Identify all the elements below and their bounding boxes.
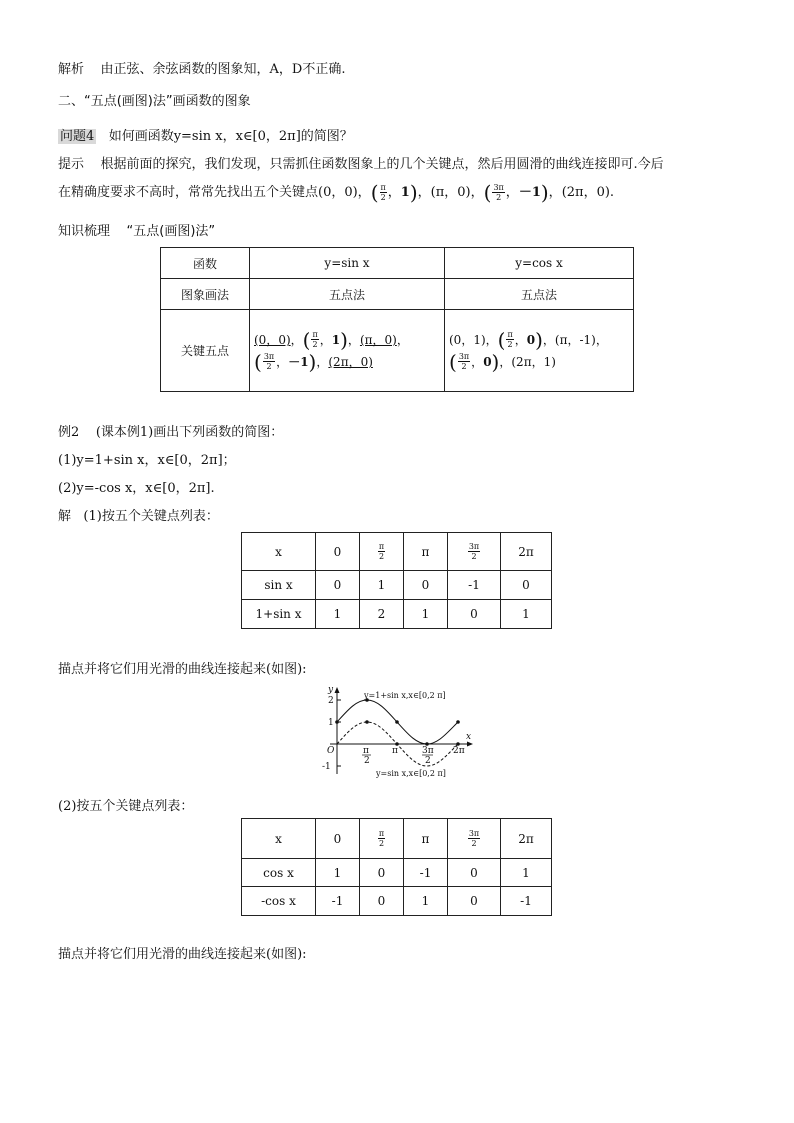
sin-key-points: (0，0) ， ( $\frac{\pi}{2}$ ， 1 ) ， (π，0) ， ( $\frac{3\pi}{2}$ ， －1 ) ， (2π，0)	[250, 310, 445, 392]
t3-h-2pi: 2π	[501, 819, 552, 859]
solution-line	[58, 505, 219, 524]
solution-label: 解	[58, 509, 72, 524]
draw-instruction-1: 描点并将它们用光滑的曲线连接起来(如图):	[58, 662, 307, 677]
t3-cell: 0	[448, 859, 501, 887]
cos-key-points: (0，1)， ( $\frac{\pi}{2}$ ， 0 ) ， (π，-1)， ( $\frac{3\pi}{2}$ ， 0 ) ， (2π，1)	[445, 310, 634, 392]
t3-h-x: x	[242, 819, 316, 859]
sine-graph-figure	[316, 684, 476, 780]
solution-step2: (2)按五个关键点列表：	[58, 799, 194, 814]
y-axis-arrow	[335, 687, 340, 693]
fig-y-label: y	[328, 685, 334, 695]
fig-origin: O	[327, 746, 335, 756]
t3-h-pi2: $\frac{\pi}{2}$	[360, 819, 404, 859]
example-label: 例2	[58, 425, 80, 440]
question-label: 问题4	[60, 129, 95, 144]
t2-r0-label: sin x	[242, 571, 316, 600]
t2-cell: 0	[448, 600, 501, 629]
t2-h-pi2: $\frac{\pi}{2}$	[360, 533, 404, 571]
t2-cell: 1	[501, 600, 552, 629]
t2-r1-label: 1+sin x	[242, 600, 316, 629]
t1-r2-0: 关键五点	[161, 310, 250, 392]
fig-yneg1: -1	[322, 762, 331, 772]
t2-h-pi: π	[404, 533, 448, 571]
t3-h-pi: π	[404, 819, 448, 859]
t3-cell: 0	[360, 859, 404, 887]
t2-cell: 1	[316, 600, 360, 629]
hint-text-2: 在精确度要求不高时，常常先找出五个关键点(0，0)，	[58, 185, 371, 200]
x-axis-arrow	[467, 742, 473, 747]
fig-x-3pi2-num: 3π	[422, 746, 434, 756]
t3-r1-label: -cos x	[242, 887, 316, 916]
fig-label-upper: y=1+sin x,x∈[0,2 π]	[364, 691, 446, 700]
knowledge-title: “五点(画图)法”	[126, 224, 216, 239]
t2-cell: 0	[316, 571, 360, 600]
five-point-table	[160, 247, 634, 392]
hint-frac-1: $\frac{\pi}{2}$	[380, 183, 386, 202]
fig-x-pi2-num: π	[363, 746, 369, 756]
t2-h-0: 0	[316, 533, 360, 571]
hint-frac-2: $\frac{3\pi}{2}$	[493, 183, 504, 202]
question-line	[58, 125, 353, 144]
draw-instruction-2: 描点并将它们用光滑的曲线连接起来(如图):	[58, 947, 307, 962]
t2-cell: 1	[404, 600, 448, 629]
hint-text-1: 根据前面的探究，我们发现，只需抓住函数图象上的几个关键点，然后用圆滑的曲线连接即可.今后	[100, 157, 664, 172]
question-text: 如何画函数y=sin x，x∈[0，2π]的简图？	[108, 129, 353, 144]
solution-step1: (1)按五个关键点列表：	[83, 509, 219, 524]
t3-cell: 0	[360, 887, 404, 916]
t3-cell: -1	[404, 859, 448, 887]
example-part1: (1)y=1+sin x，x∈[0，2π]；	[58, 453, 236, 468]
t2-cell: 0	[501, 571, 552, 600]
example-part2: (2)y=-cos x，x∈[0，2π].	[58, 481, 215, 496]
t3-cell: -1	[501, 887, 552, 916]
t3-r0-label: cos x	[242, 859, 316, 887]
t3-h-0: 0	[316, 819, 360, 859]
t1-h1: y=sin x	[250, 248, 445, 279]
table-neg-cos	[241, 818, 552, 916]
section-title: 二、“五点(画图)法”画函数的图象	[58, 94, 251, 109]
fig-x-3pi2-den: 2	[425, 756, 431, 766]
hint-label: 提示	[58, 157, 85, 172]
t2-h-x: x	[242, 533, 316, 571]
example-line	[58, 421, 283, 440]
fig-x-pi2-den: 2	[364, 756, 370, 766]
fig-y2: 2	[328, 696, 334, 706]
t1-h2: y=cos x	[445, 248, 634, 279]
t1-r1-2: 五点法	[445, 279, 634, 310]
example-text: (课本例1)画出下列函数的简图：	[95, 425, 284, 440]
fig-y1: 1	[328, 718, 334, 728]
t1-r1-1: 五点法	[250, 279, 445, 310]
t3-cell: 1	[501, 859, 552, 887]
t1-h0: 函数	[161, 248, 250, 279]
t3-cell: 1	[316, 859, 360, 887]
table-1-plus-sin	[241, 532, 552, 629]
t2-cell: 2	[360, 600, 404, 629]
t3-cell: -1	[316, 887, 360, 916]
t1-r1-0: 图象画法	[161, 279, 250, 310]
t3-cell: 0	[448, 887, 501, 916]
fig-x-pi: π	[392, 746, 398, 756]
fig-x-label: x	[466, 732, 472, 742]
analysis-line	[58, 58, 346, 77]
t2-h-2pi: 2π	[501, 533, 552, 571]
t2-h-3pi2: $\frac{3\pi}{2}$	[448, 533, 501, 571]
t3-cell: 1	[404, 887, 448, 916]
analysis-label: 解析	[58, 62, 85, 77]
analysis-text: 由正弦、余弦函数的图象知，A，D不正确.	[100, 62, 346, 77]
hint-line1	[58, 153, 664, 172]
t2-cell: 1	[360, 571, 404, 600]
t3-h-3pi2: $\frac{3\pi}{2}$	[448, 819, 501, 859]
knowledge-label: 知识梳理	[58, 224, 111, 239]
hint-line2: 在精确度要求不高时，常常先找出五个关键点(0，0)，( $\frac{\pi}{2}$ ，1)，(π，0)，( $\frac{3\pi}{2}$ ，－1)，(2π，0).	[58, 180, 615, 205]
t2-cell: -1	[448, 571, 501, 600]
fig-label-lower: y=sin x,x∈[0,2 π]	[376, 769, 446, 778]
fig-x-2pi: 2π	[453, 746, 465, 756]
t2-cell: 0	[404, 571, 448, 600]
knowledge-line	[58, 220, 215, 239]
